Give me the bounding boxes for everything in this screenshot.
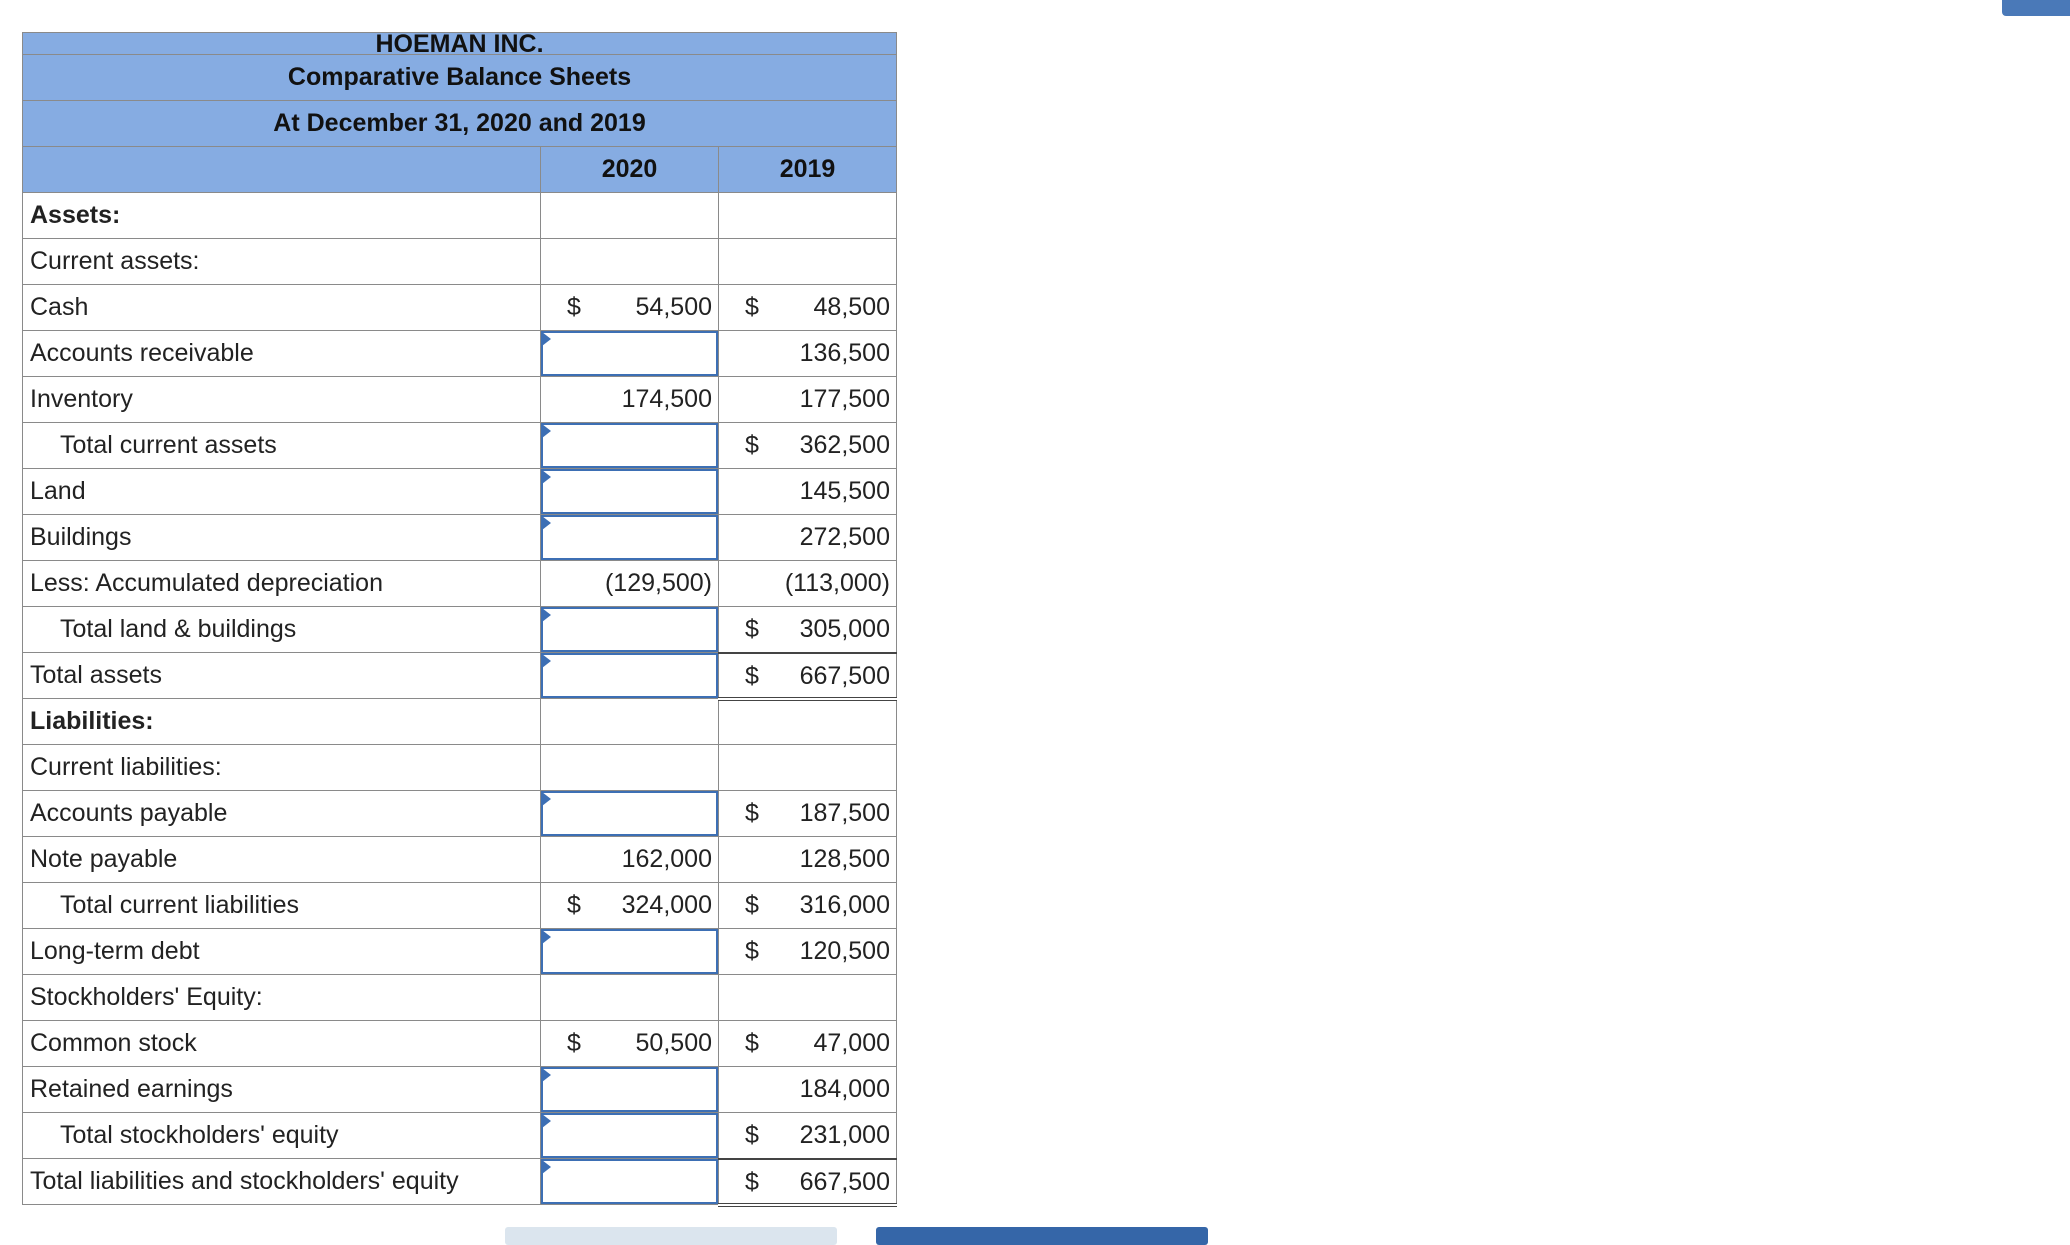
value-2020: 50,500 (635, 1029, 712, 1057)
table-row (23, 239, 897, 285)
table-row (23, 607, 897, 653)
table-row (23, 377, 897, 423)
header-row-years (23, 147, 897, 193)
cell-2019 (719, 515, 897, 561)
total-liabilities-equity-2020-input[interactable] (541, 1159, 719, 1205)
value-2019: 145,500 (799, 477, 890, 505)
table-row (23, 561, 897, 607)
row-label: Total assets (23, 653, 541, 699)
table-row (23, 837, 897, 883)
prev-button[interactable] (505, 1227, 837, 1245)
cell-2020 (541, 699, 719, 745)
value-2019: 362,500 (799, 431, 890, 459)
table-row (23, 193, 897, 239)
currency-sign: $ (567, 1029, 581, 1057)
header-row-company (23, 33, 897, 55)
cell-2019 (719, 929, 897, 975)
table-row (23, 285, 897, 331)
sheet-title: Comparative Balance Sheets (23, 55, 897, 101)
cell-2019 (719, 239, 897, 285)
cell-2019 (719, 1159, 897, 1205)
row-label: Total current liabilities (23, 883, 541, 929)
row-label: Cash (23, 285, 541, 331)
row-label: Current liabilities: (23, 745, 541, 791)
currency-sign: $ (745, 799, 759, 827)
cell-2019 (719, 1021, 897, 1067)
next-button[interactable] (876, 1227, 1208, 1245)
row-label: Note payable (23, 837, 541, 883)
cell-2020 (541, 745, 719, 791)
value-2020: 174,500 (621, 385, 712, 413)
currency-sign: $ (745, 891, 759, 919)
value-2019: 187,500 (799, 799, 890, 827)
value-2019: 128,500 (799, 845, 890, 873)
table-row (23, 975, 897, 1021)
balance-sheet-table (22, 32, 897, 1207)
cell-2019 (719, 377, 897, 423)
currency-sign: $ (745, 293, 759, 321)
row-label: Inventory (23, 377, 541, 423)
cell-2019 (719, 1113, 897, 1159)
value-2019: 272,500 (799, 523, 890, 551)
row-label: Accounts payable (23, 791, 541, 837)
land-2020-input[interactable] (541, 469, 719, 515)
value-2020: 54,500 (635, 293, 712, 321)
cell-2020 (541, 837, 719, 883)
value-2019: 136,500 (799, 339, 890, 367)
cell-2020 (541, 1021, 719, 1067)
table-row (23, 745, 897, 791)
cell-2020 (541, 883, 719, 929)
currency-sign: $ (567, 293, 581, 321)
cell-2019 (719, 883, 897, 929)
cell-2019 (719, 837, 897, 883)
cell-2019 (719, 285, 897, 331)
currency-sign: $ (745, 937, 759, 965)
currency-sign: $ (745, 431, 759, 459)
cell-2019 (719, 423, 897, 469)
row-label: Common stock (23, 1021, 541, 1067)
table-row (23, 699, 897, 745)
row-label: Assets: (23, 193, 541, 239)
value-2019: (113,000) (784, 569, 890, 597)
table-row (23, 515, 897, 561)
accounts-payable-2020-input[interactable] (541, 791, 719, 837)
value-2019: 177,500 (799, 385, 890, 413)
year-2019-header: 2019 (719, 147, 897, 193)
value-2019: 305,000 (799, 615, 890, 643)
cell-2019 (719, 193, 897, 239)
cell-2019 (719, 607, 897, 653)
table-row (23, 791, 897, 837)
cell-2020 (541, 193, 719, 239)
header-row-title (23, 55, 897, 101)
row-label: Buildings (23, 515, 541, 561)
cell-2020 (541, 377, 719, 423)
cell-2019 (719, 561, 897, 607)
value-2019: 120,500 (799, 937, 890, 965)
value-2020: (129,500) (604, 569, 712, 597)
value-2019: 316,000 (799, 891, 890, 919)
row-label: Total current assets (23, 423, 541, 469)
value-2019: 48,500 (813, 293, 890, 321)
currency-sign: $ (745, 1121, 759, 1149)
cell-2019 (719, 791, 897, 837)
cell-2019 (719, 745, 897, 791)
total-stockholders-equity-2020-input[interactable] (541, 1113, 719, 1159)
row-label: Total stockholders' equity (23, 1113, 541, 1159)
row-label: Liabilities: (23, 699, 541, 745)
table-row (23, 469, 897, 515)
cell-2019 (719, 699, 897, 745)
value-2020: 324,000 (621, 891, 712, 919)
currency-sign: $ (567, 891, 581, 919)
row-label: Total land & buildings (23, 607, 541, 653)
row-label: Stockholders' Equity: (23, 975, 541, 1021)
table-row (23, 929, 897, 975)
table-row (23, 423, 897, 469)
row-label: Total liabilities and stockholders' equity (23, 1159, 541, 1205)
table-row (23, 1067, 897, 1113)
table-row (23, 331, 897, 377)
row-label: Land (23, 469, 541, 515)
row-label: Accounts receivable (23, 331, 541, 377)
cell-2019 (719, 331, 897, 377)
header-blank (23, 147, 541, 193)
table-row (23, 883, 897, 929)
cell-2020 (541, 285, 719, 331)
row-label: Less: Accumulated depreciation (23, 561, 541, 607)
row-label: Current assets: (23, 239, 541, 285)
total-land-buildings-2020-input[interactable] (541, 607, 719, 653)
cell-2020 (541, 561, 719, 607)
table-row (23, 1021, 897, 1067)
value-2020: 162,000 (621, 845, 712, 873)
value-2019: 667,500 (799, 1167, 890, 1196)
row-label: Retained earnings (23, 1067, 541, 1113)
header-row-subtitle (23, 101, 897, 147)
currency-sign: $ (745, 1029, 759, 1057)
value-2019: 47,000 (813, 1029, 890, 1057)
cell-2019 (719, 1067, 897, 1113)
cell-2019 (719, 975, 897, 1021)
value-2019: 667,500 (799, 661, 890, 690)
sheet-subtitle: At December 31, 2020 and 2019 (23, 101, 897, 147)
currency-sign: $ (745, 661, 759, 690)
table-row (23, 653, 897, 699)
cell-2019 (719, 653, 897, 699)
value-2019: 231,000 (799, 1121, 890, 1149)
retained-earnings-2020-input[interactable] (541, 1067, 719, 1113)
value-2019: 184,000 (799, 1075, 890, 1103)
cell-2020 (541, 239, 719, 285)
buildings-2020-input[interactable] (541, 515, 719, 561)
total-assets-2020-input[interactable] (541, 653, 719, 699)
company-name: HOEMAN INC. (23, 33, 897, 55)
table-row (23, 1113, 897, 1159)
long-term-debt-2020-input[interactable] (541, 929, 719, 975)
currency-sign: $ (745, 1167, 759, 1196)
accounts-receivable-2020-input[interactable] (541, 331, 719, 377)
cell-2019 (719, 469, 897, 515)
top-right-button[interactable] (2002, 0, 2070, 16)
row-label: Long-term debt (23, 929, 541, 975)
total-current-assets-2020-input[interactable] (541, 423, 719, 469)
table-row (23, 1159, 897, 1205)
currency-sign: $ (745, 615, 759, 643)
cell-2020 (541, 975, 719, 1021)
year-2020-header: 2020 (541, 147, 719, 193)
